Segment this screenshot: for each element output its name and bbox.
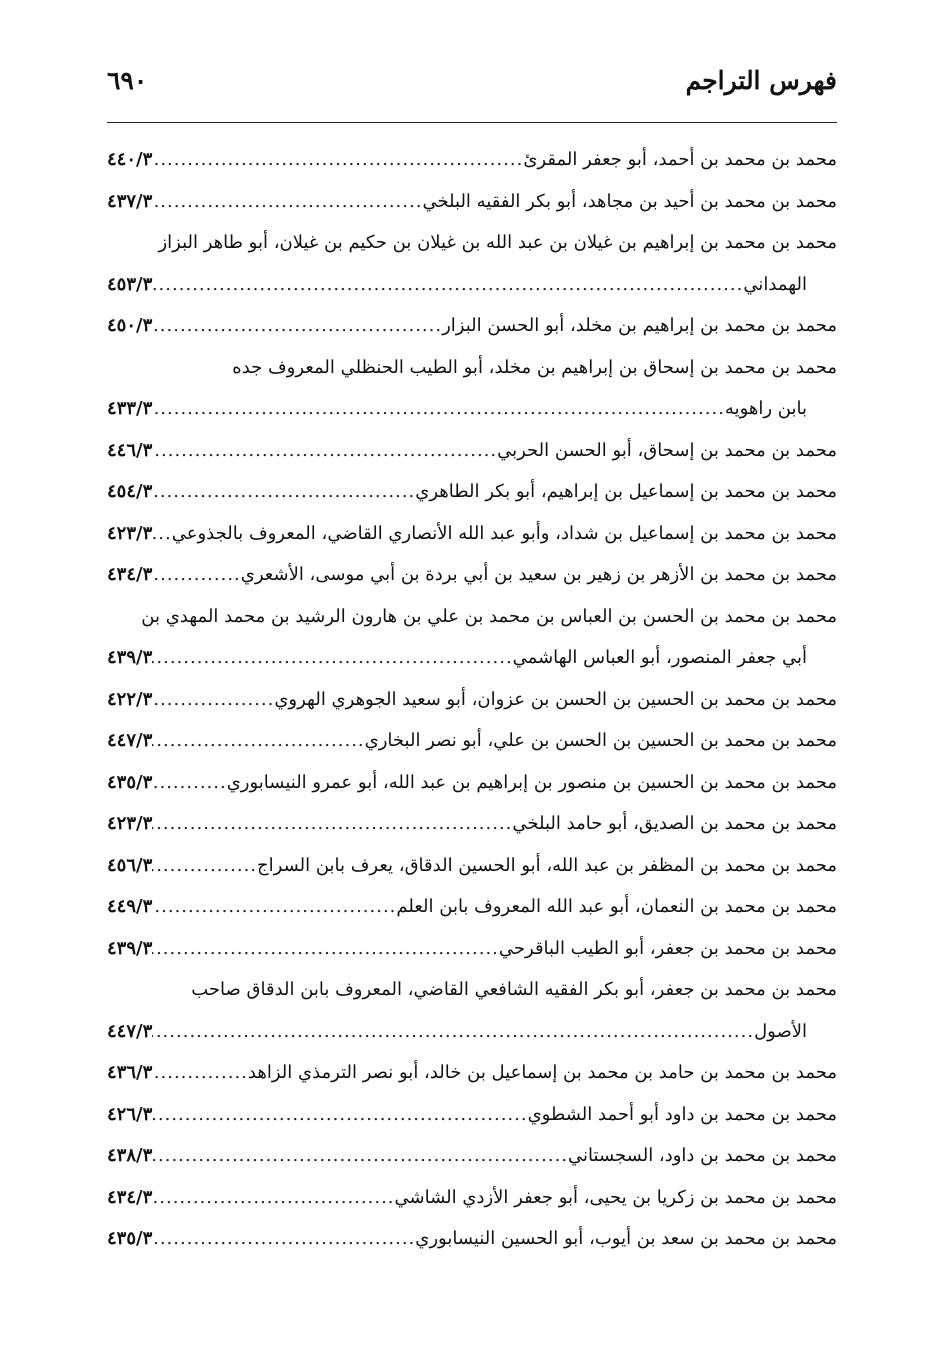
entry-name: محمد بن محمد بن إسحاق بن إبراهيم بن مخلد، أبو الطيب الحنظلي المعروف جده	[232, 356, 837, 378]
index-entry	[107, 305, 837, 347]
entry-reference: ٤٢٢/٣	[107, 688, 153, 710]
dot-leader	[152, 679, 274, 721]
entry-name: محمد بن محمد بن جعفر، أبو بكر الفقيه الشافعي القاضي، المعروف بابن الدقاق صاحب	[191, 979, 837, 1000]
entry-name: الأصول	[754, 1020, 807, 1042]
dot-leader	[152, 886, 396, 928]
entry-reference: ٤٤٦/٣	[107, 439, 153, 461]
entry-line	[107, 596, 837, 638]
entry-reference: ٤٥٠/٣	[107, 315, 153, 336]
page-number: ٦٩٠	[107, 66, 148, 95]
index-entries	[107, 139, 837, 1260]
header-rule	[107, 122, 837, 123]
entry-line	[107, 720, 837, 762]
entry-reference: ٤٢٣/٣	[107, 522, 153, 544]
index-entry	[107, 928, 837, 970]
dot-leader	[152, 845, 257, 887]
entry-reference: ٤٤٩/٣	[107, 896, 153, 917]
entry-line	[107, 1094, 837, 1136]
entry-reference: ٤٤٠/٣	[107, 149, 153, 170]
entry-name: محمد بن محمد بن إسماعيل بن شداد، وأبو عبد الله الأنصاري القاضي، المعروف بالجذوعي	[171, 522, 837, 544]
entry-reference: ٤٥٣/٣	[107, 273, 153, 295]
entry-reference: ٤٢٣/٣	[107, 813, 153, 834]
entry-line	[107, 928, 837, 970]
index-entry	[107, 222, 837, 305]
dot-leader	[152, 1218, 415, 1260]
dot-leader	[152, 1094, 527, 1136]
entry-reference: ٤٣٧/٣	[107, 190, 153, 212]
entry-reference: ٤٣٥/٣	[107, 1228, 153, 1249]
entry-reference: ٤٣٨/٣	[107, 1145, 153, 1166]
index-entry	[107, 762, 837, 804]
entry-name: أبي جعفر المنصور، أبو العباس الهاشمي	[512, 647, 807, 668]
index-entry	[107, 845, 837, 887]
entry-name: محمد بن محمد بن إبراهيم بن غيلان بن عبد الله بن غيلان بن حكيم بن غيلان، أبو طاهر البزاز	[158, 232, 837, 253]
entry-reference: ٤٣٣/٣	[107, 398, 153, 419]
entry-line	[107, 471, 837, 513]
entry-name: محمد بن محمد بن زكريا بن يحيى، أبو جعفر الأزدي الشاشي	[394, 1186, 837, 1208]
index-entry	[107, 1052, 837, 1094]
index-entry	[107, 969, 837, 1052]
entry-continuation-line	[107, 388, 837, 430]
entry-reference: ٤٣٤/٣	[107, 564, 153, 585]
entry-name: محمد بن محمد بن داود، السجستاني	[568, 1145, 837, 1166]
index-entry	[107, 720, 837, 762]
entry-name: محمد بن محمد بن النعمان، أبو عبد الله المعروف بابن العلم	[396, 896, 837, 917]
entry-reference: ٤٤٧/٣	[107, 1020, 153, 1042]
dot-leader	[152, 1135, 568, 1177]
index-entry	[107, 347, 837, 430]
index-entry	[107, 886, 837, 928]
running-title: فهرس التراجم	[685, 66, 837, 95]
entry-reference: ٤٣٤/٣	[107, 1186, 153, 1208]
entry-reference: ٤٥٦/٣	[107, 854, 153, 876]
entry-line	[107, 1177, 837, 1219]
entry-name: محمد بن محمد بن المظفر بن عبد الله، أبو الحسين الدقاق، يعرف بابن السراج	[257, 854, 837, 876]
entry-reference: ٤٣٩/٣	[107, 937, 153, 959]
index-entry	[107, 596, 837, 679]
entry-name: محمد بن محمد بن إسماعيل بن إبراهيم، أبو بكر الطاهري	[415, 481, 837, 502]
index-entry	[107, 1094, 837, 1136]
entry-continuation-line	[107, 1011, 837, 1053]
entry-line	[107, 347, 837, 389]
index-entry	[107, 1135, 837, 1177]
entry-name: محمد بن محمد بن إسحاق، أبو الحسن الحربي	[497, 439, 837, 461]
entry-name: محمد بن محمد بن حامد بن محمد بن إسماعيل بن خالد، أبو نصر الترمذي الزاهد	[247, 1062, 837, 1083]
index-entry	[107, 679, 837, 721]
entry-continuation-line	[107, 264, 837, 306]
entry-line	[107, 513, 837, 555]
dot-leader	[152, 554, 241, 596]
entry-reference: ٤٣٩/٣	[107, 647, 153, 668]
entry-line	[107, 1218, 837, 1260]
entry-name: محمد بن محمد بن أحمد، أبو جعفر المقرئ	[523, 149, 837, 170]
dot-leader	[152, 430, 497, 472]
dot-leader	[152, 471, 415, 513]
index-entry	[107, 803, 837, 845]
dot-leader	[152, 139, 523, 181]
entry-line	[107, 181, 837, 223]
index-entry	[107, 139, 837, 181]
entry-line	[107, 554, 837, 596]
dot-leader	[152, 264, 743, 306]
dot-leader	[152, 181, 422, 223]
dot-leader	[152, 1011, 754, 1053]
entry-line	[107, 845, 837, 887]
entry-name: محمد بن محمد بن أحيد بن مجاهد، أبو بكر الفقيه البلخي	[422, 190, 837, 212]
entry-line	[107, 762, 837, 804]
dot-leader	[152, 513, 171, 555]
entry-reference: ٤٣٦/٣	[107, 1062, 153, 1083]
dot-leader	[152, 803, 512, 845]
entry-reference: ٤٢٦/٣	[107, 1103, 153, 1125]
dot-leader	[152, 388, 725, 430]
entry-reference: ٤٣٥/٣	[107, 771, 153, 793]
entry-line	[107, 679, 837, 721]
entry-name: محمد بن محمد بن الأزهر بن زهير بن سعيد بن أبي بردة بن أبي موسى، الأشعري	[240, 564, 837, 585]
index-entry	[107, 471, 837, 513]
dot-leader	[152, 720, 364, 762]
entry-line	[107, 886, 837, 928]
entry-line	[107, 803, 837, 845]
entry-name: محمد بن محمد بن إبراهيم بن مخلد، أبو الحسن البزار	[442, 315, 837, 336]
index-entry	[107, 1177, 837, 1219]
dot-leader	[152, 928, 499, 970]
index-entry	[107, 513, 837, 555]
entry-name: الهمداني	[743, 273, 807, 295]
index-entry	[107, 554, 837, 596]
dot-leader	[152, 637, 512, 679]
entry-reference: ٤٥٤/٣	[107, 481, 153, 502]
entry-name: بابن راهويه	[724, 398, 807, 419]
index-entry	[107, 181, 837, 223]
entry-continuation-line	[107, 637, 837, 679]
entry-name: محمد بن محمد بن جعفر، أبو الطيب الباقرحي	[498, 937, 837, 959]
entry-name: محمد بن محمد بن داود أبو أحمد الشطوي	[527, 1103, 837, 1125]
dot-leader	[152, 1177, 394, 1219]
index-entry	[107, 1218, 837, 1260]
entry-line	[107, 139, 837, 181]
page-header	[107, 66, 837, 106]
entry-line	[107, 1135, 837, 1177]
dot-leader	[152, 1052, 248, 1094]
entry-line	[107, 1052, 837, 1094]
dot-leader	[152, 305, 442, 347]
entry-line	[107, 969, 837, 1011]
entry-name: محمد بن محمد بن سعد بن أيوب، أبو الحسين النيسابوري	[415, 1228, 837, 1249]
entry-line	[107, 305, 837, 347]
entry-name: محمد بن محمد بن الحسين بن الحسن بن عزوان، أبو سعيد الجوهري الهروي	[274, 688, 837, 710]
entry-name: محمد بن محمد بن الحسين بن منصور بن إبراهيم بن عبد الله، أبو عمرو النيسابوري	[226, 771, 837, 793]
dot-leader	[152, 762, 226, 804]
entry-line	[107, 430, 837, 472]
index-entry	[107, 430, 837, 472]
entry-line	[107, 222, 837, 264]
entry-name: محمد بن محمد بن الحسن بن العباس بن محمد بن علي بن هارون الرشيد بن محمد المهدي بن	[141, 605, 837, 627]
entry-reference: ٤٤٧/٣	[107, 730, 153, 751]
entry-name: محمد بن محمد بن الصديق، أبو حامد البلخي	[512, 813, 837, 834]
entry-name: محمد بن محمد بن الحسين بن الحسن بن علي، أبو نصر البخاري	[364, 730, 837, 751]
